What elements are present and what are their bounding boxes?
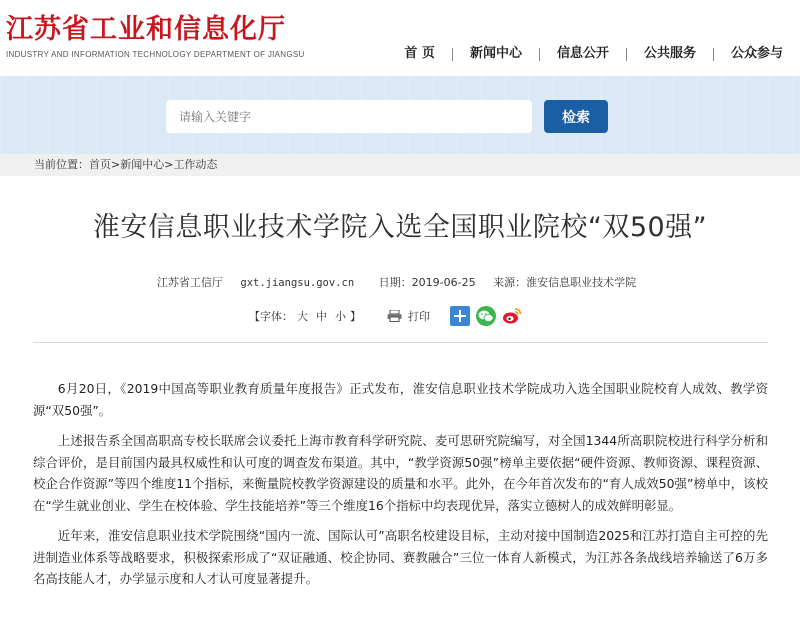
print-icon [387, 310, 402, 322]
site-logo[interactable]: 江苏省工业和信息化厅 [6, 14, 286, 45]
site-logo-english: INDUSTRY AND INFORMATION TECHNOLOGY DEPARTMENT OF JIANGSU [6, 50, 305, 59]
nav-item-home[interactable]: 首 页 [404, 46, 435, 61]
article-publisher: 江苏省工信厅 [156, 276, 223, 289]
breadcrumb-item-work-news[interactable]: 工作动态 [173, 158, 218, 171]
site-header [0, 0, 800, 76]
font-small-link[interactable]: 小 [335, 310, 346, 323]
breadcrumb-separator: > [164, 158, 174, 171]
search-input[interactable] [166, 100, 532, 133]
article-paragraph: 近年来，淮安信息职业技术学院围绕“国内一流、国际认可”高职名校建设目标，主动对接中国制造2025和江苏打造自主可控的先进制造业体系等战略要求，积极探索形成了“双证融通、校企协同、赛教融合”三位一体育人新模式，为江苏各条战线培养输送了6万多名高技能人才，办学显示度和人才认可度显著提升。 [33, 528, 768, 586]
font-size-label: 【字体： [249, 310, 293, 323]
search-banner [0, 76, 800, 154]
breadcrumb-bar [0, 154, 800, 176]
main-nav [404, 42, 800, 66]
share-wechat-button[interactable] [476, 306, 496, 326]
article-meta [0, 276, 800, 290]
weibo-icon [502, 307, 522, 325]
search-button[interactable]: 检索 [544, 100, 608, 133]
font-size-label-end: 】 [350, 310, 361, 323]
article-tools [249, 305, 528, 327]
article-paragraph: 6月20日，《2019中国高等职业教育质量年度报告》正式发布，淮安信息职业技术学院成功入选全国职业院校育人成效、教学资源“双50强”。 [33, 381, 768, 418]
nav-item-info-disclosure[interactable]: 信息公开 [556, 46, 609, 61]
share-buttons [450, 306, 528, 326]
article-title: 淮安信息职业技术学院入选全国职业院校“双50强” [92, 212, 708, 243]
article-paragraph: 上述报告系全国高职高专校长联席会议委托上海市教育科学研究院、麦可思研究院编写，对全国1344所高职院校进行科学分析和综合评价，是目前国内最具权威性和认可度的调查发布渠道。其中，“教学资源50强”榜单主要依据“硬件资源、教师资源、课程资源、校企合作资源”等四个维度11个指标，来衡量院校教学资源建设的质量和水平。此外，在今年首次发布的“育人成效50强”榜单中，该校在“学生就业创业、学生在校体验、学生技能培养”等三个维度16个指标中均表现优异，落实立德树人的成效鲜明彰显。 [33, 433, 768, 513]
share-more-button[interactable] [450, 306, 470, 326]
article-site: gxt.jiangsu.gov.cn [240, 277, 355, 289]
print-button[interactable] [387, 308, 430, 324]
nav-item-public-service[interactable]: 公共服务 [643, 46, 696, 61]
breadcrumb-item-news[interactable]: 新闻中心 [120, 158, 165, 171]
article-date-text: 日期：2019-06-25 [378, 276, 476, 289]
article-source: 来源：淮安信息职业技术学院 [493, 276, 637, 289]
wechat-icon [478, 309, 494, 323]
article-body [33, 378, 768, 599]
nav-item-news[interactable]: 新闻中心 [469, 46, 522, 61]
breadcrumb-separator: > [111, 158, 121, 171]
font-large-link[interactable]: 大 [297, 310, 308, 323]
share-weibo-button[interactable] [502, 306, 522, 326]
font-size-control [249, 308, 361, 324]
breadcrumb-prefix: 当前位置： [34, 158, 89, 171]
breadcrumb-item-home[interactable]: 首页 [89, 158, 111, 171]
breadcrumb [34, 157, 217, 173]
article-date [372, 276, 643, 289]
content-divider [33, 342, 768, 343]
print-label: 打印 [408, 310, 430, 323]
share-plus-icon [453, 309, 467, 323]
font-medium-link[interactable]: 中 [316, 310, 327, 323]
nav-item-public-participation[interactable]: 公众参与 [730, 46, 783, 61]
